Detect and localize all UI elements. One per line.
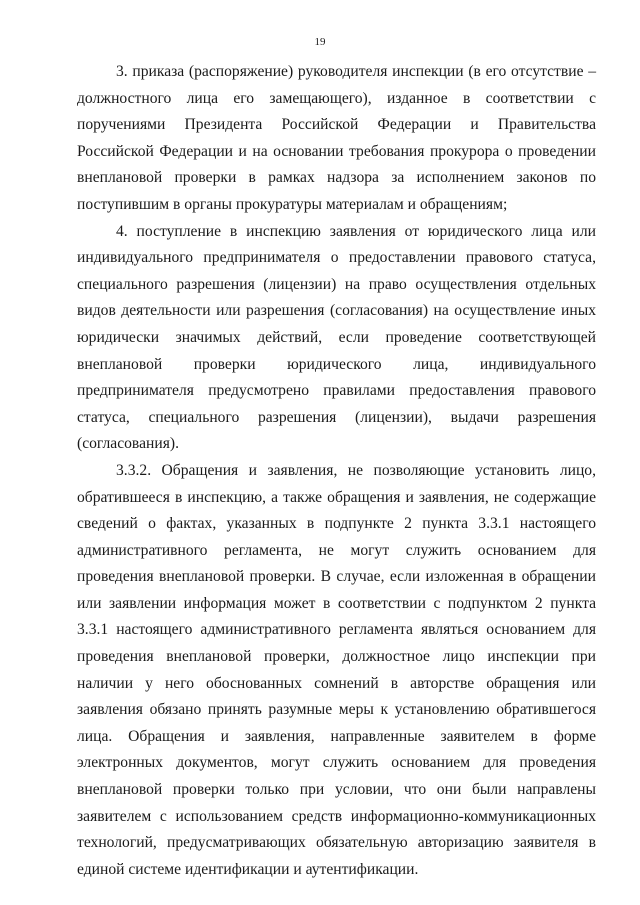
document-body: [77, 59, 596, 883]
paragraph-item-3-order: 3. приказа (распоряжение) руководителя инспекции (в его отсутствие – должностного лица его замещающего), изданное в соответствии с поручениями Президента Российской Федерации и Правительства Российской Федерации и на основании требования прокурора о проведении внеплановой проверки в рамках надзора за исполнением законов по поступившим в органы прокуратуры материалам и обращениям;: [77, 63, 596, 213]
paragraph-section-3-3-2: 3.3.2. Обращения и заявления, не позволяющие установить лицо, обратившееся в инспекцию, а также обращения и заявления, не содержащие сведений о фактах, указанных в подпункте 2 пункта 3.3.1 настоящего административного регламента, не могут служить основанием для проведения внеплановой проверки. В случае, если изложенная в обращении или заявлении информация может в соответствии с подпунктом 2 пункта 3.3.1 настоящего административного регламента являться основанием для проведения внеплановой проверки, должностное лицо инспекции при наличии у него обоснованных сомнений в авторстве обращения или заявления обязано принять разумные меры к установлению обратившегося лица. Обращения и заявления, направленные заявителем в форме электронных документов, могут служить основанием для проведения внеплановой проверки только при условии, что они были направлены заявителем с использованием средств информационно-коммуникационных технологий, предусматривающих обязательную авторизацию заявителя в единой системе идентификации и аутентификации.: [77, 461, 596, 878]
paragraph-item-4-application: 4. поступление в инспекцию заявления от юридического лица или индивидуального предпринимателя о предоставлении правового статуса, специального разрешения (лицензии) на право осуществления отдельных видов деятельности или разрешения (согласования) на осуществление иных юридически значимых действий, если проведение соответствующей внеплановой проверки юридического лица, индивидуального предпринимателя предусмотрено правилами предоставления правового статуса, специального разрешения (лицензии), выдачи разрешения (согласования).: [77, 222, 596, 453]
page-number: 19: [314, 36, 326, 48]
